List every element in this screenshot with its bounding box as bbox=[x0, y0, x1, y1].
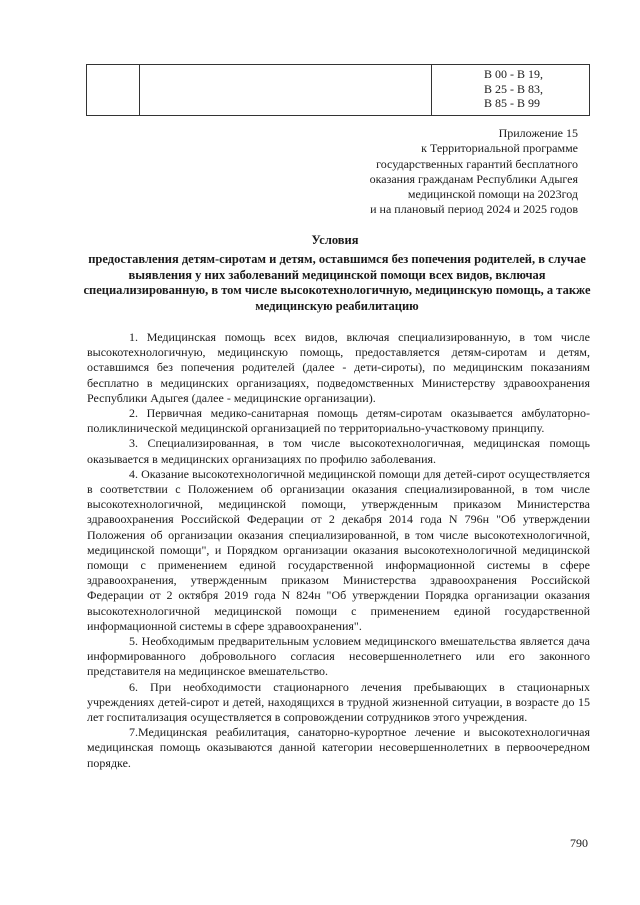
appendix-line: Приложение 15 bbox=[498, 126, 578, 140]
diagnosis-code: B 00 - B 19, bbox=[484, 67, 544, 81]
body-paragraph: 3. Специализированная, в том числе высокотехнологичная, медицинская помощь оказывается в медицинских организациях по профилю заболевания. bbox=[87, 436, 590, 466]
diagnosis-code: B 25 - B 83, bbox=[484, 81, 544, 96]
body-paragraph: 6. При необходимости стационарного лечения пребывающих в стационарных учреждениях детей-сирот и детей, находящихся в трудной жизненной ситуации, в возрасте до 15 лет госпитализация осуществляется в сопровождении сотрудников этого учреждения. bbox=[87, 679, 590, 725]
body-paragraph: 2. Первичная медико-санитарная помощь детям-сиротам оказывается амбулаторно-поликлинической медицинской организацией по территориально-участковому принципу. bbox=[87, 406, 590, 436]
document-title: Условия bbox=[311, 233, 359, 247]
document-subtitle: предоставления детям-сиротам и детям, оставшимся без попечения родителей, в случае выявления у них заболеваний медицинской помощи всех видов, включая специализированную, в том числе высокотехнологичную, медицинскую помощь, а также медицинскую реабилитацию bbox=[83, 252, 591, 313]
body-paragraph: 5. Необходимым предварительным условием медицинского вмешательства является дача информированного добровольного согласия несовершеннолетнего или его законного представителя на медицинское вмешательство. bbox=[87, 634, 590, 679]
diagnosis-codes-cell bbox=[484, 67, 543, 111]
diagnosis-code: B 85 - B 99 bbox=[484, 96, 541, 110]
body-paragraph: 4. Оказание высокотехнологичной медицинской помощи для детей-сирот осуществляется в соответствии с Положением об организации оказания специализированной, в том числе высокотехнологичной, медицинской помощи, утвержденным приказом Министерства здравоохранения Российской Федерации от 2 декабря 2014 года N 796н "Об утверждении Положения об организации оказания специализированной, в том числе высокотехнологичной, медицинской помощи", и Порядком организации оказания высокотехнологичной медицинской помощи с применением единой государственной информационной системы в сфере здравоохранения, утвержденным приказом Министерства здравоохранения Российской Федерации от 2 октября 2019 года N 824н "Об утверждении Порядка организации оказания высокотехнологичной медицинской помощи с применением единой государственной информационной системы в сфере здравоохранения". bbox=[87, 466, 590, 633]
appendix-line: к Территориальной программе bbox=[421, 141, 578, 156]
table-column-divider bbox=[431, 65, 432, 115]
body-paragraph: 7.Медицинская реабилитация, санаторно-курортное лечение и высокотехнологичная медицинская помощь оказываются данной категории несовершеннолетних в первоочередном порядке. bbox=[87, 725, 590, 770]
appendix-line: и на плановый период 2024 и 2025 годов bbox=[370, 202, 578, 217]
table-column-divider bbox=[139, 65, 140, 115]
appendix-line: государственных гарантий бесплатного bbox=[376, 156, 578, 171]
document-body bbox=[87, 330, 590, 771]
page-number: 790 bbox=[570, 836, 588, 850]
appendix-line: оказания гражданам Республики Адыгея bbox=[369, 171, 578, 186]
body-paragraph: 1. Медицинская помощь всех видов, включая специализированную, в том числе высокотехнологичную, медицинскую помощь, предоставляется детям-сиротам и детям, оставшимся без попечения родителей (далее - дети-сироты), по медицинским показаниям бесплатно в медицинских организациях, подведомственных Министерству здравоохранения Республики Адыгея (далее - медицинские организации). bbox=[87, 330, 590, 405]
appendix-line: медицинской помощи на 2023год bbox=[407, 187, 578, 202]
appendix-header bbox=[248, 126, 578, 218]
